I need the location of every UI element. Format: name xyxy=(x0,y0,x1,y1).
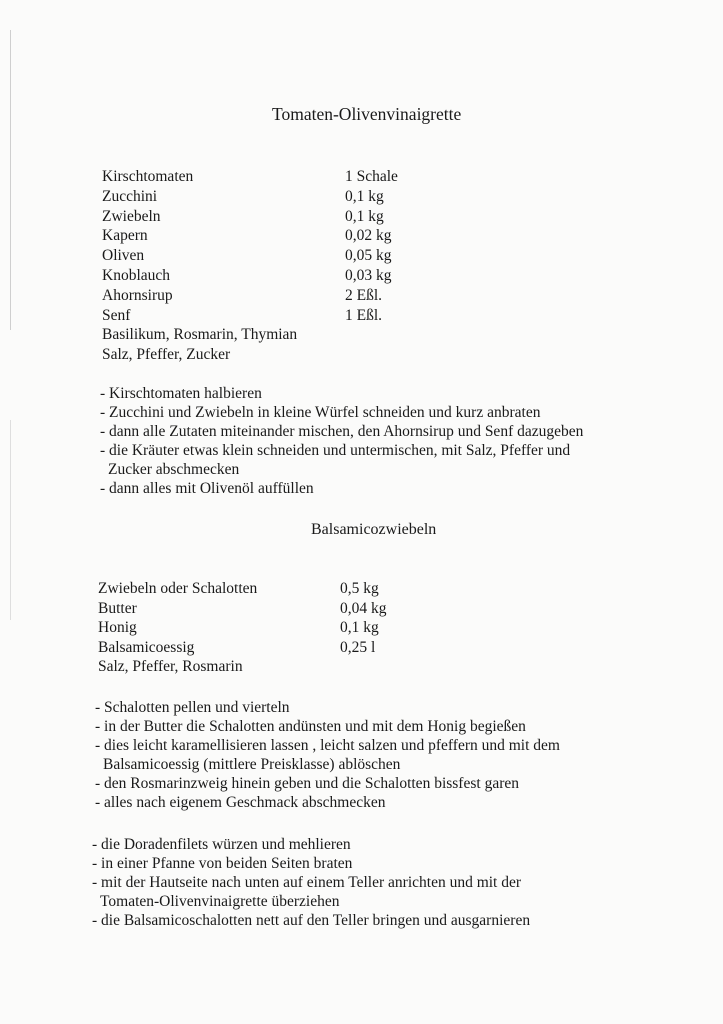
step-line: - den Rosmarinzweig hinein geben und die Schalotten bissfest garen xyxy=(95,775,519,792)
ingredient-quantity: 0,05 kg xyxy=(345,247,392,265)
serving-steps xyxy=(92,835,530,930)
scan-edge-mark xyxy=(10,30,11,330)
step-line: - die Balsamicoschalotten nett auf den Teller bringen und ausgarnieren xyxy=(92,912,531,929)
recipe1-steps xyxy=(100,384,583,498)
ingredient-quantity: 0,5 kg xyxy=(340,580,379,597)
ingredient-quantity: 0,1 kg xyxy=(345,187,384,205)
scan-edge-mark xyxy=(10,420,11,620)
step-line: - mit der Hautseite nach unten auf einem Teller anrichten und mit der xyxy=(92,874,522,891)
step-line: - in einer Pfanne von beiden Seiten braten xyxy=(92,855,353,872)
step-line: - die Kräuter etwas klein schneiden und untermischen, mit Salz, Pfeffer und xyxy=(100,442,571,459)
ingredient-quantity: 0,1 kg xyxy=(340,619,379,636)
step-line: Zucker abschmecken xyxy=(108,461,240,478)
ingredient-name: Kirschtomaten xyxy=(102,168,194,185)
ingredient-name: Knoblauch xyxy=(102,267,171,284)
step-line: - Zucchini und Zwiebeln in kleine Würfel schneiden und kurz anbraten xyxy=(100,404,541,421)
step-line: - Schalotten pellen und vierteln xyxy=(95,699,290,716)
ingredient-name: Ahornsirup xyxy=(102,286,173,304)
ingredient-quantity: 0,1 kg xyxy=(345,207,384,225)
ingredient-quantity: 0,03 kg xyxy=(345,267,392,284)
ingredient-quantity: 0,04 kg xyxy=(340,599,387,617)
recipe2-title: Balsamicozwiebeln xyxy=(311,521,437,538)
ingredient-name: Zwiebeln oder Schalotten xyxy=(98,580,258,597)
step-line: Tomaten-Olivenvinaigrette überziehen xyxy=(100,893,340,910)
ingredient-name: Kapern xyxy=(102,227,148,245)
ingredient-quantity: 0,02 kg xyxy=(345,227,392,245)
step-line: - dann alle Zutaten miteinander mischen, den Ahornsirup und Senf dazugeben xyxy=(100,423,584,440)
ingredient-name: Salz, Pfeffer, Rosmarin xyxy=(98,658,243,675)
step-line: - alles nach eigenem Geschmack abschmecken xyxy=(95,794,386,811)
ingredient-quantity: 1 Eßl. xyxy=(345,306,383,324)
step-line: Balsamicoessig (mittlere Preisklasse) ablöschen xyxy=(103,756,401,773)
recipe2-steps xyxy=(95,698,560,812)
ingredient-name: Senf xyxy=(102,306,131,324)
recipe1-title: Tomaten-Olivenvinaigrette xyxy=(272,104,462,124)
step-line: - Kirschtomaten halbieren xyxy=(100,385,262,402)
step-line: - dies leicht karamellisieren lassen , leicht salzen und pfeffern und mit dem xyxy=(95,737,560,754)
ingredient-quantity: 2 Eßl. xyxy=(345,286,383,304)
ingredient-name: Zucchini xyxy=(102,187,158,205)
step-line: - die Doradenfilets würzen und mehlieren xyxy=(92,836,351,853)
ingredient-name: Oliven xyxy=(102,247,145,265)
ingredient-quantity: 1 Schale xyxy=(345,168,398,185)
ingredient-name: Salz, Pfeffer, Zucker xyxy=(102,346,231,364)
ingredient-name: Honig xyxy=(98,619,137,636)
ingredient-name: Balsamicoessig xyxy=(98,638,195,656)
ingredient-quantity: 0,25 l xyxy=(340,638,376,656)
step-line: - dann alles mit Olivenöl auffüllen xyxy=(100,480,314,497)
step-line: - in der Butter die Schalotten andünsten und mit dem Honig begießen xyxy=(95,718,526,735)
ingredient-name: Zwiebeln xyxy=(102,207,161,225)
ingredient-name: Butter xyxy=(98,599,137,617)
ingredient-name: Basilikum, Rosmarin, Thymian xyxy=(102,326,298,344)
